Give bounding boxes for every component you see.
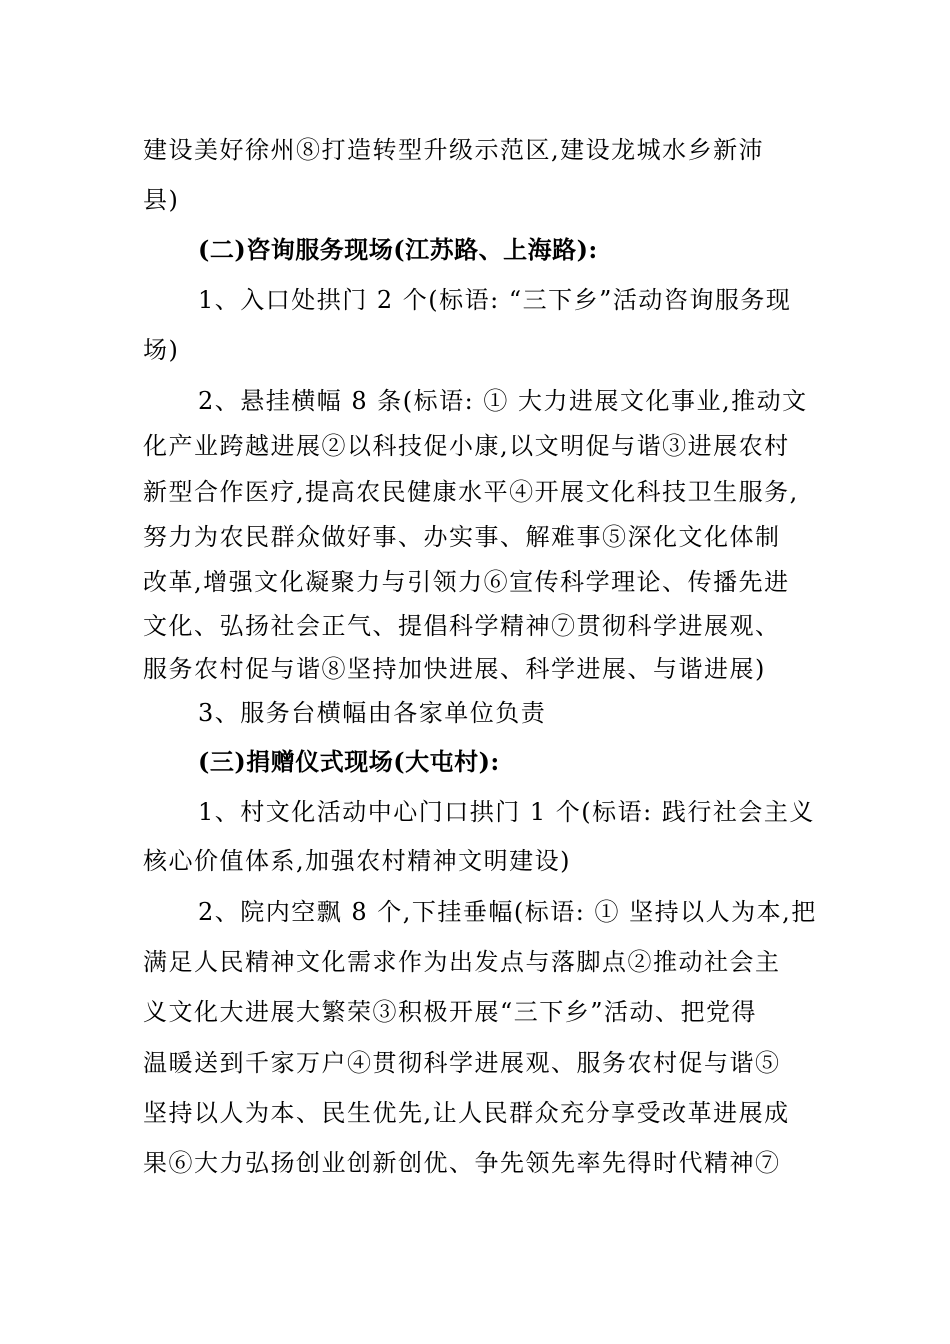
- paragraph-line: 县): [143, 186, 180, 214]
- paragraph-line: 努力为农民群众做好事、办实事、解难事⑤深化文化体制: [143, 523, 781, 551]
- paragraph-line: 新型合作医疗,提高农民健康水平④开展文化科技卫生服务,: [143, 478, 799, 506]
- paragraph-line: 场): [143, 336, 180, 364]
- paragraph-line: 温暖送到千家万户④贯彻科学进展观、服务农村促与谐⑤: [143, 1049, 781, 1077]
- paragraph-line: 满足人民精神文化需求作为出发点与落脚点②推动社会主: [143, 948, 781, 976]
- paragraph-line: 义文化大进展大繁荣③积极开展“三下乡”活动、把党得: [143, 998, 758, 1026]
- paragraph-line: 2、悬挂横幅 8 条(标语: ① 大力进展文化事业,推动文: [198, 387, 808, 415]
- paragraph-line: 改革,增强文化凝聚力与引领力⑥宣传科学理论、传播先进: [143, 568, 790, 596]
- paragraph-line: 化产业跨越进展②以科技促小康,以文明促与谐③进展农村: [143, 432, 790, 460]
- paragraph-line: 1、村文化活动中心门口拱门 1 个(标语: 践行社会主义: [198, 798, 815, 826]
- paragraph-line: 文化、弘扬社会正气、提倡科学精神⑦贯彻科学进展观、: [143, 612, 781, 640]
- section-heading-donation: (三)捐赠仪式现场(大屯村):: [198, 747, 500, 776]
- section-heading-consultation: (二)咨询服务现场(江苏路、上海路):: [198, 235, 598, 264]
- paragraph-line: 果⑥大力弘扬创业创新创优、争先领先率先得时代精神⑦: [143, 1149, 781, 1177]
- paragraph-line: 核心价值体系,加强农村精神文明建设): [143, 847, 571, 875]
- paragraph-line: 1、入口处拱门 2 个(标语: “三下乡”活动咨询服务现: [198, 286, 792, 314]
- paragraph-line: 坚持以人为本、民生优先,让人民群众充分享受改革进展成: [143, 1099, 790, 1127]
- paragraph-line: 3、服务台横幅由各家单位负责: [198, 699, 547, 727]
- paragraph-line: 2、院内空飘 8 个,下挂垂幅(标语: ① 坚持以人为本,把: [198, 898, 817, 926]
- paragraph-line: 服务农村促与谐⑧坚持加快进展、科学进展、与谐进展): [143, 655, 766, 683]
- paragraph-line: 建设美好徐州⑧打造转型升级示范区,建设龙城水乡新沛: [143, 136, 765, 164]
